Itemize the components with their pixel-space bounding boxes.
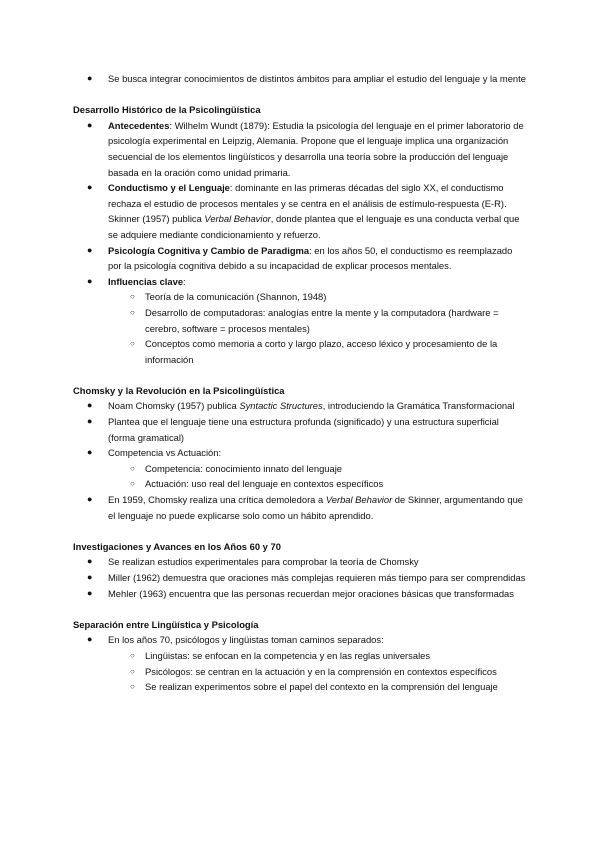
sub-bullet-icon: ○ <box>130 682 135 692</box>
sub-list-item <box>73 648 528 664</box>
bullet-icon: ● <box>87 244 93 255</box>
list-item <box>73 118 528 180</box>
sub-bullet-icon: ○ <box>130 292 135 302</box>
sub-bullet-icon: ○ <box>130 463 135 473</box>
bullet-icon: ● <box>87 119 93 130</box>
item-text: En los años 70, psicólogos y lingüistas toman caminos separados: <box>108 634 384 646</box>
item-text-after: de Skinner, argumentando que el lenguaje no puede explicarse solo como un hábito aprendido. <box>108 494 524 521</box>
sub-item-text: Psicólogos: se centran en la actuación y en la comprensión en contextos específicos <box>145 665 497 677</box>
sub-item-text: Competencia: conocimiento innato del lenguaje <box>145 462 343 474</box>
item-text: : Wilhelm Wundt (1879): Estudia la psicología del lenguaje en el primer laboratorio de psicología experimental en Leipzig, Alemania. Propone que el lenguaje implica una organización secuencial de los elementos lingüísticos y desarrolla una teoría sobre la producción del lenguaje basada en la oración como unidad primaria. <box>108 119 524 178</box>
item-label: Psicología Cognitiva y Cambio de Paradigma <box>108 244 310 256</box>
sub-list-item <box>73 289 528 305</box>
item-text: En 1959, Chomsky realiza una crítica demoledora a <box>108 494 326 506</box>
bullet-icon: ● <box>87 572 93 582</box>
item-text: : dominante en las primeras décadas del siglo XX, el conductismo rechaza el estudio de procesos mentales y se centra en el análisis de estímulo-respuesta (E-R). Skinner (1957) publica <box>108 182 507 225</box>
bullet-icon: ● <box>87 400 93 411</box>
sub-list-item <box>73 461 528 477</box>
item-text: : en los años 50, el conductismo es reemplazado por la psicología cognitiva debido a su incapacidad de explicar procesos mentales. <box>108 244 513 272</box>
sub-item-text: Se realizan experimentos sobre el papel del contexto en la comprensión del lenguaje <box>145 681 498 693</box>
item-label: Influencias clave <box>108 275 184 287</box>
bullet-icon: ● <box>87 275 93 286</box>
intro-list <box>73 71 528 87</box>
section-list <box>73 632 528 694</box>
section-heading: Investigaciones y Avances en los Años 60 y 70 <box>73 540 281 552</box>
book-title: Verbal Behavior <box>325 494 393 506</box>
item-text: Noam Chomsky (1957) publica <box>108 400 240 412</box>
section-historical-development <box>73 102 528 367</box>
list-item <box>73 398 528 414</box>
bullet-icon: ● <box>87 182 93 193</box>
item-text: Miller (1962) demuestra que oraciones más complejas requieren más tiempo para ser comprendidas <box>108 572 526 583</box>
item-text: Se realizan estudios experimentales para comprobar la teoría de Chomsky <box>108 556 419 568</box>
sub-item-text: Teoría de la comunicación (Shannon, 1948) <box>145 291 327 303</box>
list-item <box>73 586 528 602</box>
item-text: Plantea que el lenguaje tiene una estructura profunda (significado) y una estructura superficial (forma gramatical) <box>108 416 499 443</box>
sub-bullet-icon: ○ <box>130 307 135 317</box>
section-heading: Desarrollo Histórico de la Psicolingüística <box>73 104 261 116</box>
bullet-icon: ● <box>87 494 93 505</box>
list-item <box>73 71 528 87</box>
item-text: : <box>183 275 186 287</box>
list-item <box>73 492 528 523</box>
item-text: Competencia vs Actuación: <box>108 447 222 459</box>
list-item <box>73 554 528 570</box>
sub-bullet-icon: ○ <box>130 479 135 489</box>
section-heading: Separación entre Lingüística y Psicología <box>73 618 259 630</box>
sub-list-item <box>73 476 528 492</box>
section-chomsky-revolution <box>73 383 528 523</box>
list-item <box>73 445 528 461</box>
bullet-icon: ● <box>87 556 93 567</box>
item-text-after: , introduciendo la Gramática Transformacional <box>322 400 515 412</box>
bullet-icon: ● <box>87 634 93 645</box>
section-list <box>73 118 528 368</box>
list-item <box>73 180 528 242</box>
sub-item-text: Actuación: uso real del lenguaje en contextos específicos <box>145 478 384 490</box>
item-text: Mehler (1963) encuentra que las personas recuerdan mejor oraciones básicas que transformadas <box>108 587 514 599</box>
section-research-60s-70s <box>73 539 528 601</box>
sub-item-text: Conceptos como memoria a corto y largo plazo, acceso léxico y procesamiento de la información <box>145 338 498 365</box>
sub-list-item <box>73 305 528 336</box>
item-text-after: , donde plantea que el lenguaje es una conducta verbal que se adquiere mediante condicionamiento y refuerzo. <box>108 213 520 240</box>
sub-bullet-icon: ○ <box>130 339 135 349</box>
section-heading: Chomsky y la Revolución en la Psicolingüística <box>73 384 285 396</box>
item-label: Antecedentes <box>108 119 170 131</box>
list-item <box>73 570 528 586</box>
list-item <box>73 414 528 445</box>
bullet-icon: ● <box>87 587 93 598</box>
sub-item-text: Lingüistas: se enfocan en la competencia y en las reglas universales <box>145 649 431 661</box>
list-item-text: Se busca integrar conocimientos de distintos ámbitos para ampliar el estudio del lenguaje y la mente <box>108 73 526 84</box>
sub-list-item <box>73 664 528 680</box>
document-content <box>73 71 528 695</box>
list-item <box>73 243 528 274</box>
sub-item-text: Desarrollo de computadoras: analogías entre la mente y la computadora (hardware = cerebro, software = procesos mentales) <box>145 306 499 334</box>
section-linguistics-psychology-split <box>73 617 528 695</box>
list-item <box>73 274 528 290</box>
bullet-icon: ● <box>87 447 93 458</box>
book-title: Syntactic Structures <box>239 400 323 412</box>
bullet-icon: ● <box>87 416 93 427</box>
sub-bullet-icon: ○ <box>130 650 135 660</box>
section-list <box>73 398 528 523</box>
section-list <box>73 554 528 601</box>
book-title: Verbal Behavior <box>204 213 271 225</box>
sub-list-item <box>73 336 528 367</box>
bullet-icon: ● <box>87 73 93 83</box>
list-item <box>73 632 528 648</box>
sub-bullet-icon: ○ <box>130 666 135 676</box>
item-label: Conductismo y el Lenguaje <box>108 182 230 194</box>
sub-list-item <box>73 679 528 695</box>
